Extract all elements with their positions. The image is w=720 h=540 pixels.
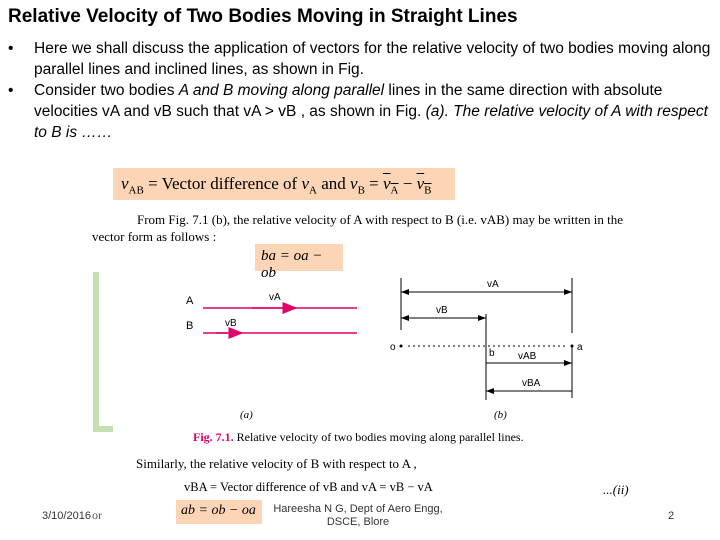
label-va-left: vA (269, 292, 281, 303)
figure-paragraph-2: Similarly, the relative velocity of B with respect to A , (136, 456, 417, 471)
label-o: o (390, 342, 396, 353)
label-a-point: a (577, 342, 583, 353)
label-va-right: vA (487, 279, 499, 290)
caption-number: Fig. 7.1. (193, 430, 234, 444)
label-vb-left: vB (225, 318, 237, 329)
equation-line-vba: vBA = Vector difference of vB and vA = vB − vA (184, 480, 433, 494)
label-b-point: b (489, 348, 495, 359)
vector-equation-box-bottom (176, 500, 262, 524)
subfigure-b-label: (b) (494, 409, 507, 421)
figure-caption (193, 430, 524, 445)
label-b: B (186, 320, 194, 332)
label-vab: vAB (518, 351, 537, 362)
footer-page-number: 2 (668, 510, 675, 522)
vector-equation-text-bottom: ab = ob − oa (181, 503, 256, 518)
slide-title: Relative Velocity of Two Bodies Moving in Straight Lines (8, 6, 518, 27)
equation-reference: ...(ii) (603, 482, 629, 497)
figure-paragraph-line2: vector form as follows : (92, 229, 217, 244)
footer-date: 3/10/2016 (42, 510, 91, 522)
bullet-item: • Consider two bodies A and B moving along parallel lines in the same direction with absolute velocities vA and vB such that vA > vB , as shown in Fig. (a). The relative velocity of A with respect to B is …… (8, 80, 712, 143)
equation-text: $v_{AB}$ = Vector difference of $v_A$ and $v_B = v_A - v_B$ (121, 174, 432, 197)
caption-text: Relative velocity of two bodies moving along parallel lines. (236, 430, 524, 444)
subfigure-a-label: (a) (240, 409, 253, 421)
footer-author: Hareesha N G, Dept of Aero Engg, DSCE, Blore (273, 503, 443, 528)
bullet-item: • Here we shall discuss the application of vectors for the relative velocity of two bodies moving along parallel lines and inclined lines, as shown in Fig. (8, 38, 712, 80)
label-vba: vBA (522, 378, 541, 389)
figure-paragraph-line1: From Fig. 7.1 (b), the relative velocity of A with respect to B (i.e. vAB) may be written in the (137, 212, 623, 227)
label-a: A (186, 295, 194, 307)
vector-diagram-right (401, 278, 572, 400)
vector-equation-text: ba = oa − ob (261, 248, 323, 281)
label-vb-right: vB (436, 305, 448, 316)
or-text: or (92, 508, 102, 522)
